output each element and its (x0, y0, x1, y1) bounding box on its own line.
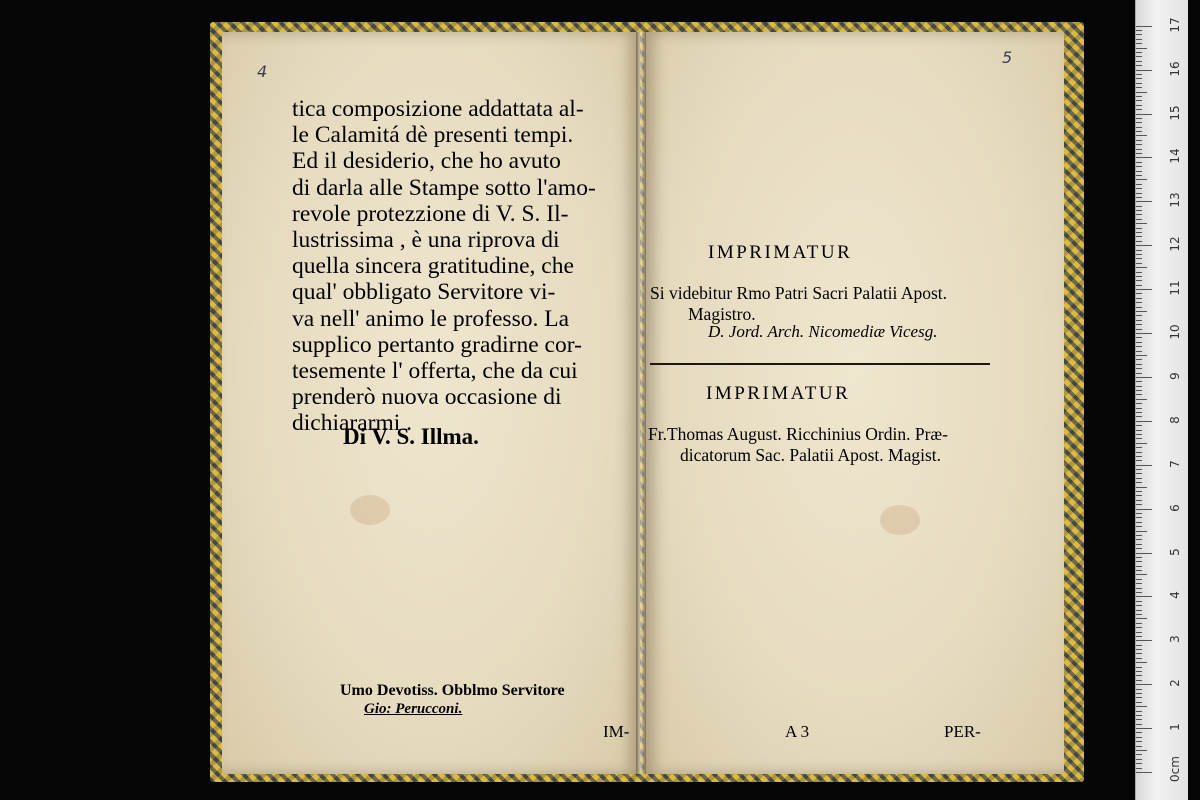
ruler-tick (1136, 272, 1142, 273)
ruler-tick (1136, 232, 1142, 233)
ruler-tick (1136, 351, 1142, 352)
ruler-tick (1136, 175, 1142, 176)
ruler-tick (1136, 482, 1142, 483)
ruler-tick (1136, 381, 1142, 382)
ruler-tick (1136, 105, 1142, 106)
ruler-tick (1136, 728, 1152, 729)
text-line: dichiararmi . (292, 410, 413, 437)
ruler-tick (1136, 662, 1147, 663)
ruler-tick (1136, 219, 1142, 220)
ruler-tick (1136, 329, 1142, 330)
ruler-tick (1136, 285, 1142, 286)
ruler-tick (1136, 741, 1142, 742)
ruler-tick (1136, 706, 1147, 707)
text-line: Ed il desiderio, che ho avuto (292, 148, 561, 175)
ruler-tick (1136, 131, 1142, 132)
text-line: di darla alle Stampe sotto l'amo- (292, 174, 596, 201)
imprimatur-line: Fr.Thomas August. Ricchinius Ordin. Præ- (648, 424, 948, 444)
ruler-tick (1136, 702, 1142, 703)
ruler-tick (1136, 636, 1142, 637)
ruler-tick (1136, 140, 1142, 141)
ruler-tick (1136, 452, 1142, 453)
ruler-tick (1136, 675, 1142, 676)
ruler-tick (1136, 513, 1142, 514)
ruler-tick (1136, 197, 1142, 198)
ruler-label: 14 (1168, 148, 1182, 165)
ruler-tick (1136, 127, 1142, 128)
stain-right (880, 505, 920, 535)
ruler-tick (1136, 87, 1142, 88)
ruler-tick (1136, 118, 1142, 119)
signature-mark: A 3 (785, 722, 810, 741)
ruler-tick (1136, 715, 1142, 716)
ruler-tick (1136, 157, 1152, 158)
horizontal-rule (650, 363, 990, 365)
ruler-tick (1136, 425, 1142, 426)
ruler-tick (1136, 526, 1142, 527)
ruler-tick (1136, 649, 1142, 650)
ruler-tick (1136, 746, 1142, 747)
ruler-tick (1136, 473, 1142, 474)
ruler-tick (1136, 250, 1142, 251)
ruler-tick (1136, 302, 1142, 303)
measurement-ruler (1135, 0, 1188, 800)
ruler-tick (1136, 368, 1142, 369)
ruler-tick (1136, 96, 1142, 97)
ruler-tick (1136, 324, 1142, 325)
ruler-tick (1136, 504, 1142, 505)
ruler-tick (1136, 627, 1142, 628)
ruler-tick (1136, 588, 1142, 589)
ruler-tick (1136, 772, 1152, 773)
ruler-tick (1136, 337, 1142, 338)
ruler-tick (1136, 78, 1142, 79)
ruler-tick (1136, 267, 1147, 268)
text-line: qual' obbligato Servitore vi- (292, 279, 556, 306)
ruler-label: 7 (1168, 459, 1182, 468)
ruler-tick (1136, 500, 1142, 501)
ruler-tick (1136, 408, 1142, 409)
ruler-tick (1136, 667, 1142, 668)
ruler-tick (1136, 333, 1152, 334)
ruler-tick (1136, 390, 1142, 391)
ruler-tick (1136, 320, 1142, 321)
ruler-tick (1136, 100, 1142, 101)
left-catchword: IM- (603, 722, 630, 741)
text-line: supplico pertanto gradirne cor- (292, 331, 582, 358)
ruler-label: 6 (1168, 503, 1182, 512)
ruler-tick (1136, 52, 1142, 53)
ruler-tick (1136, 689, 1142, 690)
ruler-tick (1136, 605, 1142, 606)
ruler-tick (1136, 539, 1142, 540)
ruler-tick (1136, 149, 1142, 150)
ruler-tick (1136, 74, 1142, 75)
ruler-tick (1136, 254, 1142, 255)
right-folio-number: 5 (1002, 48, 1013, 67)
ruler-tick (1136, 697, 1142, 698)
text-line: va nell' animo le professo. La (292, 305, 570, 332)
ruler-tick (1136, 460, 1142, 461)
ruler-tick (1136, 579, 1142, 580)
ruler-label: 0cm (1168, 756, 1182, 782)
ruler-tick (1136, 109, 1142, 110)
ruler-tick (1136, 114, 1152, 115)
ruler-label: 8 (1168, 415, 1182, 424)
ruler-tick (1136, 601, 1142, 602)
imprimatur-text-2 (648, 424, 948, 466)
ruler-tick (1136, 465, 1152, 466)
ruler-tick (1136, 719, 1142, 720)
ruler-tick (1136, 206, 1142, 207)
ruler-label: 2 (1168, 679, 1182, 688)
ruler-tick (1136, 315, 1142, 316)
signer-name: Gio: Perucconi. (364, 701, 463, 717)
closing-formula: Umo Devotiss. Obblmo Servitore (340, 682, 565, 699)
ruler-tick (1136, 153, 1142, 154)
ruler-label: 12 (1168, 236, 1182, 252)
ruler-tick (1136, 280, 1142, 281)
ruler-tick (1136, 557, 1142, 558)
ruler-tick (1136, 522, 1142, 523)
ruler-tick (1136, 671, 1142, 672)
ruler-label: 3 (1168, 635, 1182, 644)
ruler-tick (1136, 509, 1152, 510)
ruler-tick (1136, 166, 1142, 167)
ruler-tick (1136, 684, 1152, 685)
dedication-text (292, 96, 638, 437)
ruler-tick (1136, 245, 1152, 246)
ruler-tick (1136, 258, 1142, 259)
ruler-tick (1136, 443, 1147, 444)
ruler-tick (1136, 693, 1142, 694)
imprimatur-line: Magistro. (688, 304, 756, 324)
stain-left (350, 495, 390, 525)
ruler-tick (1136, 359, 1142, 360)
ruler-tick (1136, 430, 1142, 431)
ruler-tick (1136, 70, 1152, 71)
text-line: revole protezzione di V. S. Il- (292, 200, 569, 227)
ruler-tick (1136, 768, 1142, 769)
ruler-tick (1136, 30, 1142, 31)
imprimatur-heading-2: IMPRIMATUR (706, 383, 851, 404)
ruler-tick (1136, 421, 1152, 422)
imprimatur-signer-1: D. Jord. Arch. Nicomediæ Vicesg. (708, 322, 938, 341)
ruler-tick (1136, 188, 1142, 189)
ruler-tick (1136, 653, 1142, 654)
ruler-tick (1136, 201, 1152, 202)
ruler-tick (1136, 83, 1142, 84)
ruler-tick (1136, 548, 1142, 549)
ruler-tick (1136, 645, 1142, 646)
ruler-tick (1136, 618, 1147, 619)
ruler-tick (1136, 289, 1152, 290)
ruler-tick (1136, 754, 1142, 755)
ruler-tick (1136, 658, 1142, 659)
ruler-tick (1136, 469, 1142, 470)
imprimatur-line: Si videbitur Rmo Patri Sacri Palatii Apost. (650, 283, 948, 303)
text-line: tesemente l' offerta, che da cui (292, 358, 578, 385)
ruler-label: 17 (1168, 17, 1182, 33)
ruler-tick (1136, 487, 1147, 488)
ruler-tick (1136, 193, 1142, 194)
ruler-tick (1136, 307, 1142, 308)
ruler-tick (1136, 737, 1142, 738)
ruler-tick (1136, 122, 1142, 123)
left-folio-number: 4 (257, 62, 268, 81)
ruler-tick (1136, 535, 1142, 536)
ruler-label: 1 (1168, 723, 1182, 731)
ruler-tick (1136, 623, 1142, 624)
ruler-tick (1136, 179, 1147, 180)
ruler-tick (1136, 750, 1147, 751)
ruler-tick (1136, 592, 1142, 593)
text-line: quella sincera gratitudine, che (292, 253, 574, 280)
ruler-label: 11 (1168, 280, 1182, 296)
ruler-tick (1136, 399, 1147, 400)
ruler-tick (1136, 26, 1152, 27)
ruler-tick (1136, 491, 1142, 492)
ruler-tick (1136, 236, 1142, 237)
ruler-tick (1136, 724, 1142, 725)
text-line: lustrissima , è una riprova di (292, 227, 560, 254)
ruler-tick (1136, 184, 1142, 185)
ruler-tick (1136, 416, 1142, 417)
ruler-tick (1136, 355, 1147, 356)
ruler-label: 9 (1168, 372, 1182, 380)
ruler-tick (1136, 403, 1142, 404)
ruler-tick (1136, 210, 1142, 211)
ruler-tick (1136, 373, 1142, 374)
ruler-tick (1136, 171, 1142, 172)
ruler-label: 16 (1168, 60, 1182, 77)
ruler-label: 4 (1168, 591, 1182, 600)
salutation: Di V. S. Illma. (343, 424, 479, 449)
ruler-tick (1136, 447, 1142, 448)
ruler-label: 10 (1168, 324, 1182, 340)
ruler-tick (1136, 346, 1142, 347)
imprimatur-text-1 (650, 283, 947, 325)
ruler-label: 5 (1168, 547, 1182, 556)
ruler-tick (1136, 434, 1142, 435)
ruler-tick (1136, 711, 1142, 712)
ruler-tick (1136, 394, 1142, 395)
ruler-tick (1136, 574, 1147, 575)
ruler-tick (1136, 614, 1142, 615)
ruler-tick (1136, 92, 1147, 93)
ruler-tick (1136, 214, 1142, 215)
ruler-tick (1136, 544, 1142, 545)
ruler-tick (1136, 377, 1152, 378)
ruler-tick (1136, 39, 1142, 40)
ruler-tick (1136, 456, 1142, 457)
ruler-tick (1136, 144, 1142, 145)
ruler-tick (1136, 48, 1147, 49)
ruler-tick (1136, 596, 1152, 597)
ruler-tick (1136, 517, 1142, 518)
ruler-tick (1136, 162, 1142, 163)
ruler-tick (1136, 553, 1152, 554)
ruler-label: 13 (1168, 192, 1182, 208)
ruler-tick (1136, 610, 1142, 611)
ruler-tick (1136, 732, 1142, 733)
ruler-tick (1136, 263, 1142, 264)
ruler-tick (1136, 311, 1147, 312)
ruler-tick (1136, 632, 1142, 633)
text-line: le Calamitá dè presenti tempi. (292, 122, 574, 149)
ruler-tick (1136, 298, 1142, 299)
ruler-tick (1136, 56, 1142, 57)
ruler-tick (1136, 680, 1142, 681)
ruler-tick (1136, 34, 1142, 35)
ruler-tick (1136, 583, 1142, 584)
ruler-tick (1136, 566, 1142, 567)
ruler-label: 15 (1168, 104, 1182, 121)
right-catchword: PER- (944, 722, 981, 741)
ruler-tick (1136, 61, 1142, 62)
ruler-tick (1136, 640, 1152, 641)
ruler-tick (1136, 135, 1147, 136)
text-line: prenderò nuova occasione di (292, 384, 562, 411)
ruler-tick (1136, 293, 1142, 294)
ruler-tick (1136, 43, 1142, 44)
ruler-tick (1136, 228, 1142, 229)
ruler-tick (1136, 570, 1142, 571)
ruler-tick (1136, 386, 1142, 387)
ruler-tick (1136, 561, 1142, 562)
ruler-tick (1136, 412, 1142, 413)
ruler-tick (1136, 65, 1142, 66)
imprimatur-heading-1: IMPRIMATUR (708, 242, 853, 263)
ruler-tick (1136, 763, 1142, 764)
ruler-tick (1136, 342, 1142, 343)
ruler-tick (1136, 495, 1142, 496)
ruler-tick (1136, 364, 1142, 365)
ruler-tick (1136, 531, 1147, 532)
ruler-tick (1136, 276, 1142, 277)
ruler-tick (1136, 223, 1147, 224)
imprimatur-line: dicatorum Sac. Palatii Apost. Magist. (680, 445, 942, 465)
ruler-tick (1136, 438, 1142, 439)
ruler-tick (1136, 241, 1142, 242)
ruler-tick (1136, 759, 1142, 760)
ruler-tick (1136, 478, 1142, 479)
text-line: tica composizione addattata al- (292, 96, 584, 122)
